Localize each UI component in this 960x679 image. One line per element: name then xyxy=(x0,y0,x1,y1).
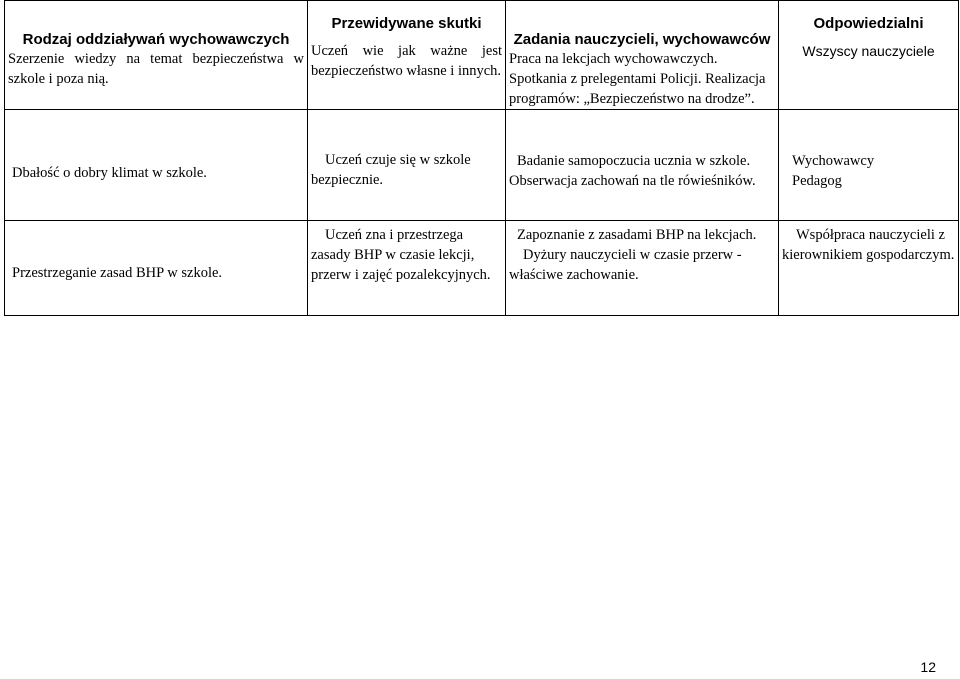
cell-text: Pedagog xyxy=(792,173,842,189)
column-header-type: Rodzaj oddziaływań wychowawczych xyxy=(22,31,290,48)
table-cell xyxy=(506,110,779,221)
education-plan-table xyxy=(4,0,959,316)
table-cell xyxy=(5,110,308,221)
table-cell xyxy=(5,221,308,316)
table-row xyxy=(5,221,959,316)
cell-text: Obserwacja zachowań na tle rówieśników. xyxy=(509,173,756,189)
table-cell xyxy=(779,110,959,221)
cell-text: Badanie samopoczucia ucznia w szkole. xyxy=(517,153,751,169)
cell-text: Zapoznanie z zasadami BHP na lekcjach. xyxy=(517,227,757,243)
cell-text: Uczeń czuje się w szkole bezpiecznie. xyxy=(311,152,471,188)
table-cell xyxy=(308,110,506,221)
cell-text: Dyżury nauczycieli w czasie przerw - właściwe zachowanie. xyxy=(509,247,742,283)
table-row xyxy=(5,1,959,110)
table-cell xyxy=(779,1,959,110)
cell-text: Uczeń zna i przestrzega zasady BHP w czasie lekcji, przerw i zajęć pozalekcyjnych. xyxy=(311,227,491,283)
table-row xyxy=(5,110,959,221)
table-cell xyxy=(506,221,779,316)
cell-text: Dbałość o dobry klimat w szkole. xyxy=(12,165,207,181)
column-header-effects: Przewidywane skutki xyxy=(331,15,482,32)
cell-text: Wychowawcy xyxy=(792,153,875,169)
cell-text: Współpraca nauczycieli z kierownikiem gospodarczym. xyxy=(782,227,955,263)
cell-text: Uczeń wie jak ważne jest bezpieczeństwo własne i innych. xyxy=(311,43,502,79)
cell-text: Praca na lekcjach wychowawczych. Spotkania z prelegentami Policji. Realizacja programów: „Bezpieczeństwo na drodze”. xyxy=(509,51,766,107)
table-cell xyxy=(308,1,506,110)
page-number: 12 xyxy=(920,659,936,675)
cell-text: Przestrzeganie zasad BHP w szkole. xyxy=(12,265,223,281)
table-cell xyxy=(308,221,506,316)
cell-text: Wszyscy nauczyciele xyxy=(802,43,935,59)
cell-text: Szerzenie wiedzy na temat bezpieczeństwa w szkole i poza nią. xyxy=(8,51,304,87)
table-cell xyxy=(5,1,308,110)
column-header-responsible: Odpowiedzialni xyxy=(813,15,924,32)
table-cell xyxy=(779,221,959,316)
table-cell xyxy=(506,1,779,110)
column-header-tasks: Zadania nauczycieli, wychowawców xyxy=(513,31,771,48)
